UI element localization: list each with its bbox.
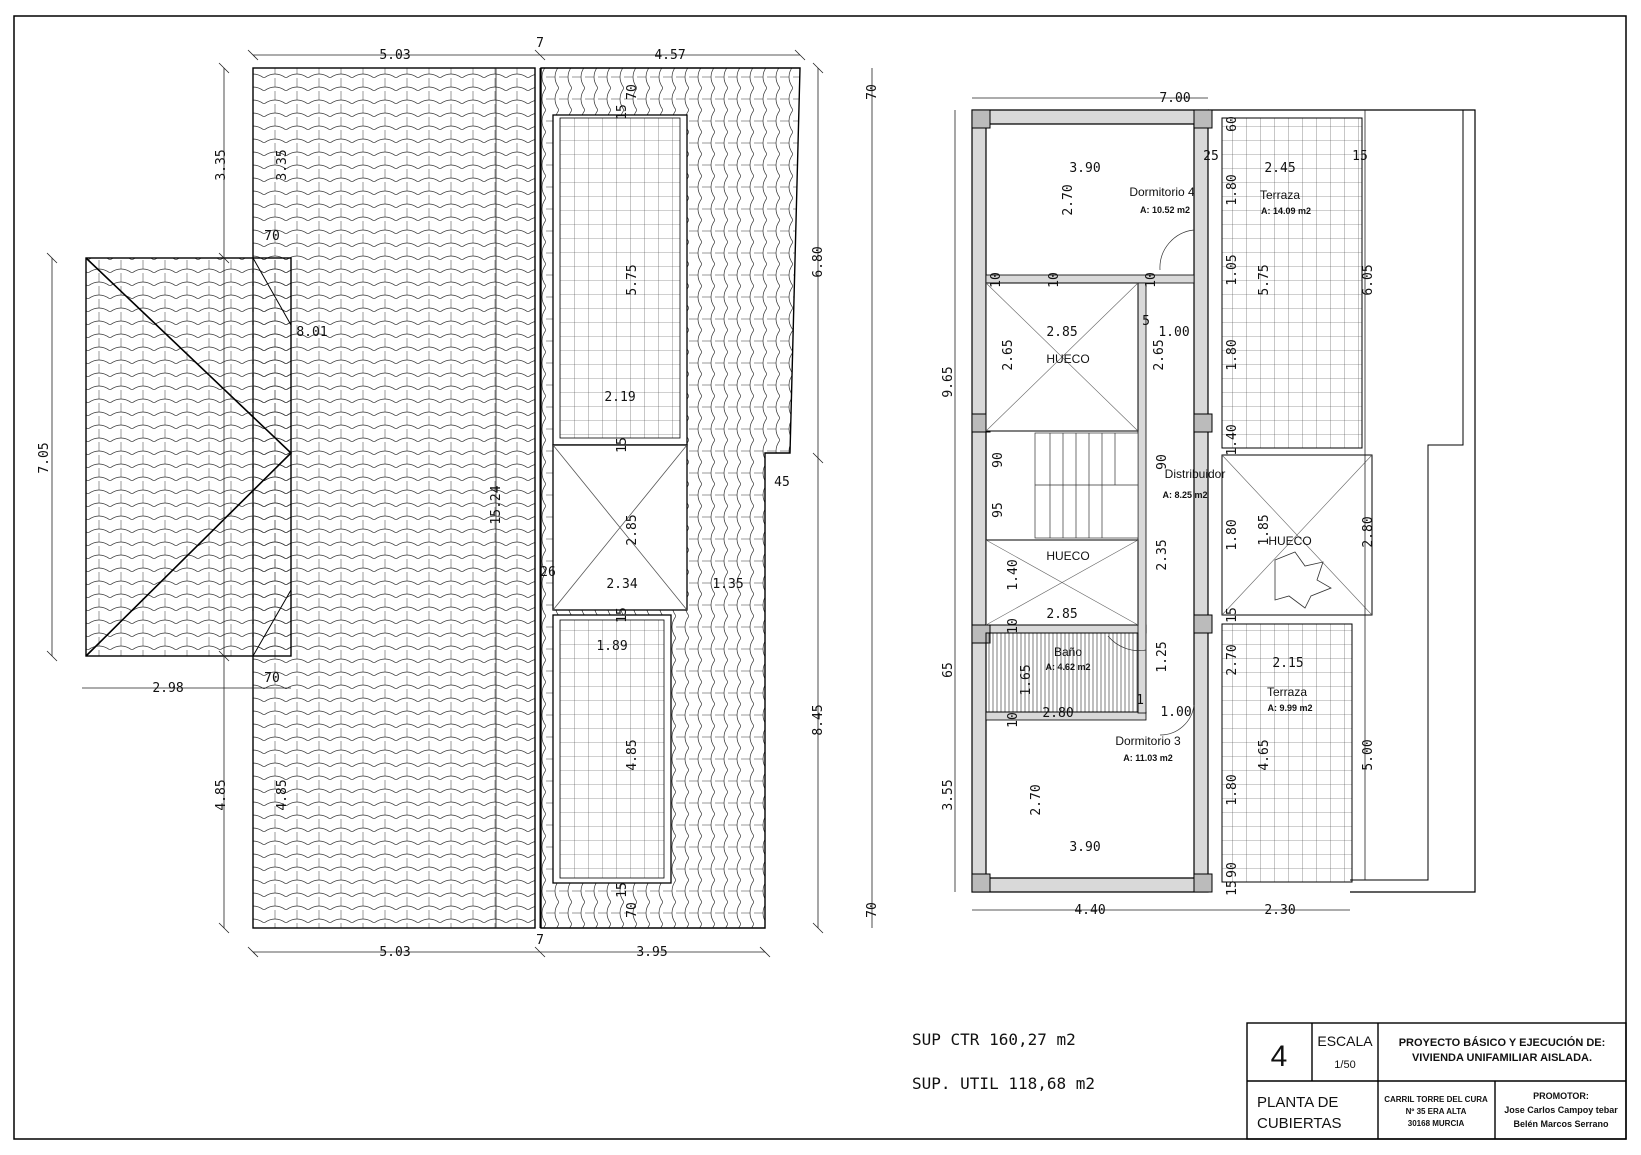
dim-roof-ridge: 8.01 [296, 325, 328, 340]
dim-bano-165: 1.65 [1019, 664, 1034, 696]
dim-roof-right-upper: 6.80 [811, 246, 826, 278]
dim-d3-height: 2.70 [1029, 784, 1044, 816]
room-hueco-right: HUECO [1268, 534, 1312, 548]
dim-terr2-465: 4.65 [1257, 739, 1272, 771]
dim-right-280: 2.80 [1361, 516, 1376, 548]
dim-roof-side-width: 2.98 [152, 681, 184, 696]
dim-roof-left-lower-inner: 4.85 [275, 779, 290, 811]
dim-roof-top-right: 4.57 [654, 48, 686, 63]
dim-d4-height: 2.70 [1061, 184, 1076, 216]
dim-hueco2-10: 10 [1006, 618, 1021, 634]
dim-terr2-width: 2.15 [1272, 656, 1304, 671]
project-line-2: VIVIENDA UNIFAMILIAR AISLADA. [1411, 1052, 1593, 1064]
plan-title-2: CUBIERTAS [1257, 1115, 1342, 1132]
dim-roof-eave-top: 70 [264, 229, 280, 244]
dim-right-500: 5.00 [1361, 739, 1376, 771]
dim-d3-15: 15 [1225, 880, 1240, 896]
dim-roof-total-height: 15.24 [489, 485, 504, 525]
dim-court-15b: 15 [615, 437, 630, 453]
scale-label: ESCALA [1317, 1033, 1373, 1049]
dim-roof-left-lower: 4.85 [214, 779, 229, 811]
dim-roof-bottom-right: 3.95 [636, 945, 668, 960]
dim-court-15a: 15 [615, 104, 630, 120]
dim-corridor-width: 1.00 [1158, 325, 1190, 340]
room-terrace1-area: A: 14.09 m2 [1260, 206, 1312, 216]
dim-dist-235: 2.35 [1155, 539, 1170, 571]
room-distribuidor-area: A: 8.25 m2 [1162, 490, 1208, 500]
floor-plan [941, 91, 1475, 918]
dim-court-upper-width: 2.19 [604, 390, 636, 405]
dim-court-lower-width: 1.89 [596, 639, 628, 654]
promoter-name-1: Jose Carlos Campoy tebar [1504, 1105, 1618, 1115]
dim-terr2-270: 2.70 [1225, 644, 1240, 676]
dim-bano-1: 1 [1136, 693, 1144, 708]
dim-roof-top-left: 5.03 [379, 48, 411, 63]
dim-d4-width: 3.90 [1069, 161, 1101, 176]
dim-dist-140: 1.40 [1225, 424, 1240, 456]
dim-hueco1-width: 2.85 [1046, 325, 1078, 340]
dim-hueco1-h: 2.65 [1001, 339, 1016, 371]
dim-floor-height: 9.65 [941, 366, 956, 398]
dim-hueco1-10a: 10 [989, 272, 1004, 288]
dim-terr1-length: 5.75 [1257, 264, 1272, 296]
dim-roof-top-gap: 7 [536, 36, 544, 51]
room-d4-name: Dormitorio 4 [1129, 185, 1195, 199]
dim-terr2-180: 1.80 [1225, 774, 1240, 806]
roof-plan [37, 36, 880, 960]
dim-roof-right-45: 45 [774, 475, 790, 490]
dim-d4-25: 25 [1203, 149, 1219, 164]
dim-floor-65: 65 [941, 662, 956, 678]
staircase [1035, 433, 1138, 538]
dim-right-605: 6.05 [1361, 264, 1376, 296]
dim-court-lower-len: 4.85 [625, 739, 640, 771]
address-line-3: 30168 MURCIA [1407, 1119, 1465, 1128]
dim-roof-bottom-left: 5.03 [379, 945, 411, 960]
dim-roof-right-eave-top: 70 [865, 84, 880, 100]
dim-roof-right-lower: 8.45 [811, 704, 826, 736]
promoter-label: PROMOTOR: [1533, 1091, 1589, 1101]
dim-roof-side-height: 7.05 [37, 442, 52, 474]
plan-title-1: PLANTA DE [1257, 1094, 1339, 1111]
dim-corr-125: 1.25 [1155, 641, 1170, 673]
dim-bano-width: 2.80 [1042, 706, 1074, 721]
dim-stair-90b: 90 [1155, 454, 1170, 470]
room-bano-area: A: 4.62 m2 [1045, 662, 1091, 672]
room-d4-area: A: 10.52 m2 [1139, 205, 1191, 215]
dim-court-26: 26 [540, 565, 556, 580]
promoter-name-2: Belén Marcos Serrano [1513, 1119, 1609, 1129]
title-block [1247, 1023, 1626, 1139]
dim-stair-140: 1.40 [1006, 559, 1021, 591]
dim-dist-180: 1.80 [1225, 519, 1240, 551]
dim-hueco2-width: 2.85 [1046, 607, 1078, 622]
dim-court-top-eave: 70 [625, 84, 640, 100]
dim-court-right: 1.35 [712, 577, 744, 592]
dim-roof-left-upper-inner: 3.35 [275, 149, 290, 181]
dim-floor-bottom-right: 2.30 [1264, 903, 1296, 918]
dim-roof-bottom-gap: 7 [536, 933, 544, 948]
address-line-1: CARRIL TORRE DEL CURA [1384, 1095, 1488, 1104]
dim-terr1-180b: 1.80 [1225, 339, 1240, 371]
scale-value: 1/50 [1334, 1059, 1356, 1071]
sheet-number: 4 [1270, 1040, 1288, 1073]
room-d3-name: Dormitorio 3 [1115, 734, 1181, 748]
dim-terr2-15: 15 [1225, 607, 1240, 623]
dim-roof-left-upper: 3.35 [214, 149, 229, 181]
room-hueco-upper: HUECO [1046, 352, 1090, 366]
dim-court-15c: 15 [615, 607, 630, 623]
dim-dist-185: 1.85 [1257, 514, 1272, 546]
dim-hueco1-10c: 10 [1144, 272, 1159, 288]
project-line-1: PROYECTO BÁSICO Y EJECUCIÓN DE: [1398, 1037, 1606, 1049]
dim-d3-90: 90 [1225, 862, 1240, 878]
surface-util: SUP. UTIL 118,68 m2 [912, 1074, 1096, 1093]
dim-hueco1-10b: 10 [1047, 272, 1062, 288]
dim-stair-90a: 90 [991, 452, 1006, 468]
room-terrace2-area: A: 9.99 m2 [1267, 703, 1313, 713]
dim-court-15d: 15 [615, 882, 630, 898]
dim-hueco1-5: 5 [1142, 314, 1150, 329]
room-distribuidor-name: Distribuidor [1164, 467, 1226, 481]
dim-roof-eave-bottom: 70 [264, 671, 280, 686]
dim-d4-60: 60 [1225, 116, 1240, 132]
dim-floor-bottom-left: 4.40 [1074, 903, 1106, 918]
room-d3-area: A: 11.03 m2 [1123, 753, 1173, 763]
dim-court-mid-width: 2.34 [606, 577, 638, 592]
surface-ctr: SUP CTR 160,27 m2 [912, 1030, 1076, 1049]
room-bano-name: Baño [1053, 645, 1083, 659]
room-hueco-lower: HUECO [1046, 549, 1090, 563]
dim-court-upper-len: 5.75 [625, 264, 640, 296]
dim-roof-right-eave-bottom: 70 [865, 902, 880, 918]
dim-terr1-180: 1.80 [1225, 174, 1240, 206]
dim-court-bottom-eave: 70 [625, 902, 640, 918]
room-terrace1-name: Terraza [1259, 188, 1301, 202]
roof-side-wing [86, 258, 291, 656]
dim-stair-95: 95 [991, 502, 1006, 518]
dim-hueco1-h2: 2.65 [1152, 339, 1167, 371]
dim-terr1-105: 1.05 [1225, 254, 1240, 286]
dim-corridor-width-2: 1.00 [1160, 705, 1192, 720]
room-terrace2-name: Terraza [1266, 685, 1308, 699]
dim-floor-355: 3.55 [941, 779, 956, 811]
dim-court-void: 2.85 [625, 514, 640, 546]
dim-floor-top-total: 7.00 [1159, 91, 1191, 106]
dim-d3-width: 3.90 [1069, 840, 1101, 855]
dim-bano-10: 10 [1006, 712, 1021, 728]
dim-terr1-width: 2.45 [1264, 161, 1296, 176]
dim-terr1-15: 15 [1352, 149, 1368, 164]
address-line-2: Nº 35 ERA ALTA [1405, 1107, 1467, 1116]
